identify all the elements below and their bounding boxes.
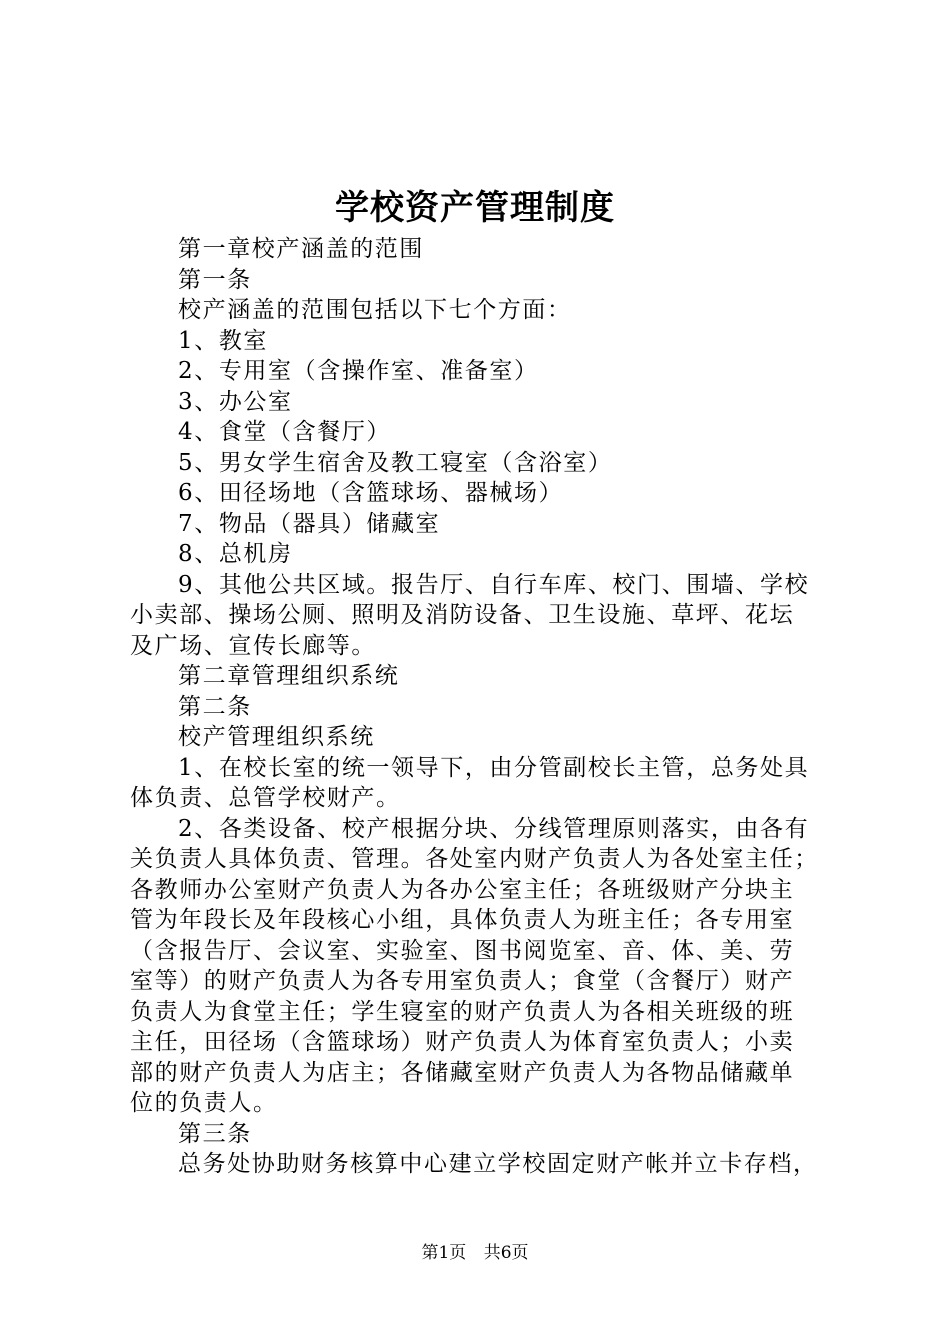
text-line: 第二条 xyxy=(178,693,252,720)
text-line: 1、教室 xyxy=(178,327,269,354)
text-line: 第三条 xyxy=(178,1120,252,1147)
text-line: 关负责人具体负责、管理。各处室内财产负责人为各处室主任； xyxy=(130,846,819,872)
text-line: 1、在校长室的统一领导下，由分管副校长主管，总务处具 xyxy=(178,754,810,781)
text-line: 部的财产负责人为店主；各储藏室财产负责人为各物品储藏单 xyxy=(130,1059,795,1086)
text-line: 校产涵盖的范围包括以下七个方面： xyxy=(178,297,572,323)
text-line: 主任，田径场（含篮球场）财产负责人为体育室负责人；小卖 xyxy=(130,1029,795,1055)
text-line: 4、食堂（含餐厅） xyxy=(178,419,392,445)
text-line: 管为年段长及年段核心小组，具体负责人为班主任；各专用室 xyxy=(130,907,795,933)
text-line: 总务处协助财务核算中心建立学校固定财产帐并立卡存档， xyxy=(178,1151,818,1177)
text-line: 5、男女学生宿舍及教工寝室（含浴室） xyxy=(178,449,613,476)
text-line: 体负责、总管学校财产。 xyxy=(130,785,401,811)
text-line: 2、专用室（含操作室、准备室） xyxy=(178,358,539,384)
page-number: 第1页 xyxy=(421,1243,467,1263)
text-line: 第一章校产涵盖的范围 xyxy=(178,236,424,262)
text-line: 及广场、宣传长廊等。 xyxy=(130,632,376,659)
text-line: 6、田径场地（含篮球场、器械场） xyxy=(178,480,564,506)
page-total: 共6页 xyxy=(483,1243,529,1263)
text-line: 室等）的财产负责人为各专用室负责人；食堂（含餐厅）财产 xyxy=(130,968,795,994)
text-line: 第二章管理组织系统 xyxy=(178,663,400,689)
text-line: 各教师办公室财产负责人为各办公室主任；各班级财产分块主 xyxy=(130,876,795,903)
text-line: 小卖部、操场公厕、照明及消防设备、卫生设施、草坪、花坛 xyxy=(130,602,795,628)
document-title: 学校资产管理制度 xyxy=(335,188,615,228)
text-line: 第一条 xyxy=(178,266,252,293)
text-line: 3、办公室 xyxy=(178,388,293,415)
text-line: （含报告厅、会议室、实验室、图书阅览室、音、体、美、劳 xyxy=(130,937,795,964)
text-line: 7、物品（器具）储藏室 xyxy=(178,510,441,537)
text-line: 位的负责人。 xyxy=(130,1090,278,1116)
text-line: 2、各类设备、校产根据分块、分线管理原则落实，由各有 xyxy=(178,815,810,842)
page-footer xyxy=(0,1241,950,1265)
text-line: 9、其他公共区域。报告厅、自行车库、校门、围墙、学校 xyxy=(178,571,810,598)
text-line: 校产管理组织系统 xyxy=(178,724,375,750)
text-line: 8、总机房 xyxy=(178,541,293,567)
document-body xyxy=(130,234,830,1180)
text-line: 负责人为食堂主任；学生寝室的财产负责人为各相关班级的班 xyxy=(130,998,795,1025)
